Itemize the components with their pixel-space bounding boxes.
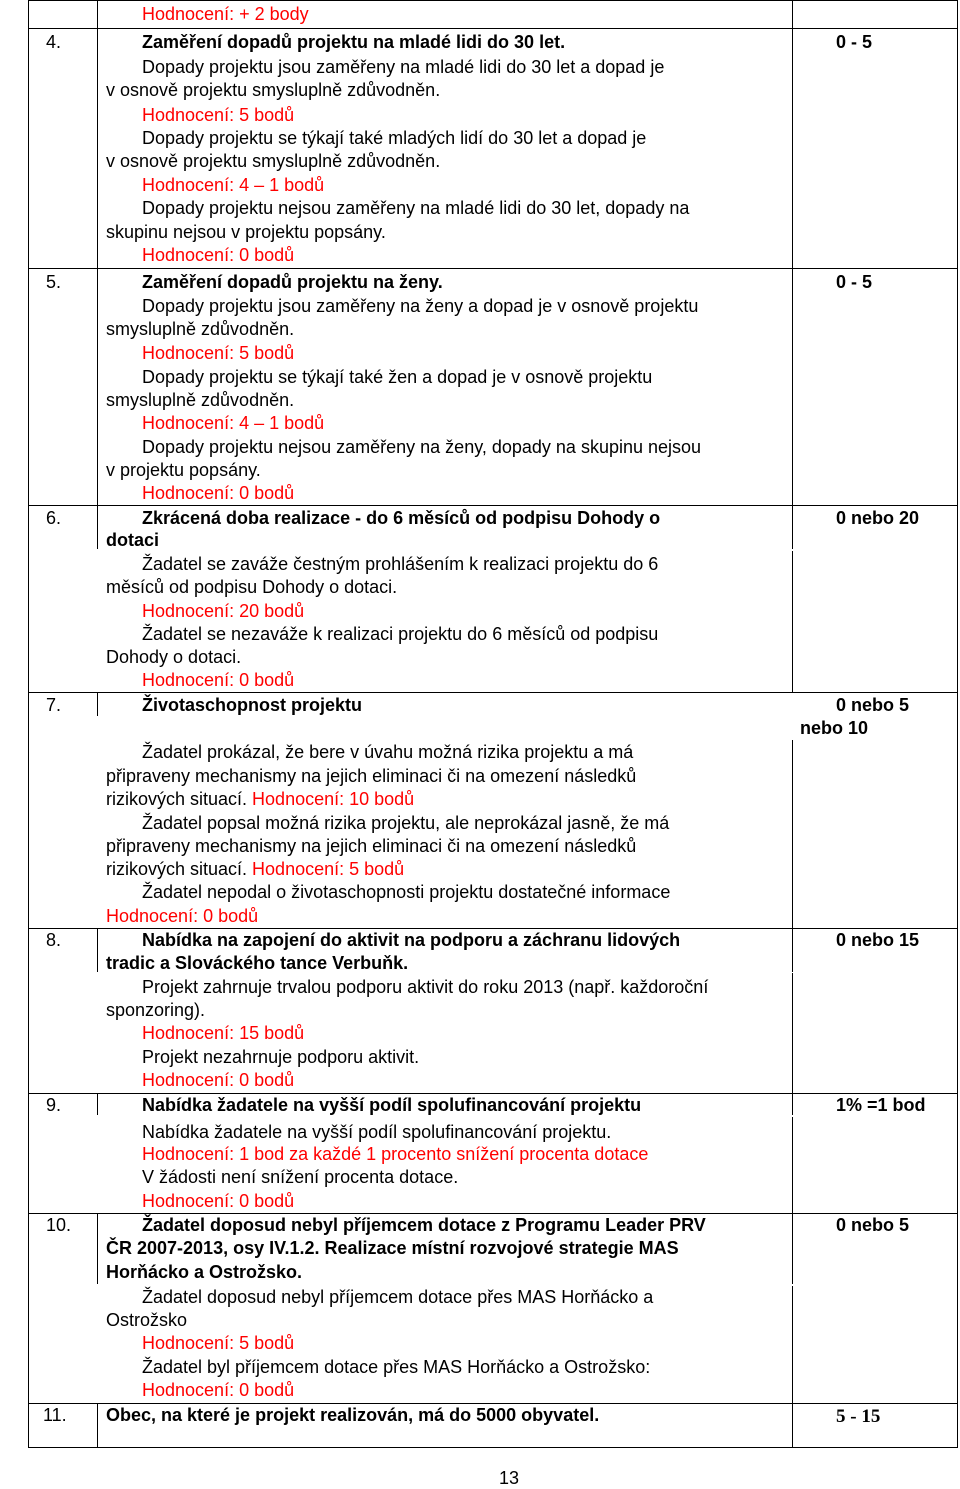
- column-divider: [792, 269, 793, 505]
- description-line: v osnově projektu smysluplně zdůvodněn.: [106, 80, 441, 100]
- description-line: Žadatel popsal možná rizika projektu, ale neprokázal jasně, že má: [142, 813, 670, 833]
- row-divider: [28, 505, 958, 506]
- description-text: rizikových situací.: [106, 859, 253, 879]
- criterion-title: dotaci: [106, 530, 160, 550]
- page-number: 13: [498, 1468, 520, 1488]
- column-divider: [792, 0, 793, 268]
- description-line: připraveny mechanismy na jejich eliminaci či na omezení následků: [106, 836, 637, 856]
- criterion-title: Životaschopnost projektu: [142, 695, 363, 715]
- rating-line: Hodnocení: 0 bodů: [142, 1191, 295, 1211]
- criterion-title: Zaměření dopadů projektu na ženy.: [142, 272, 443, 292]
- score-range: 1% =1 bod: [836, 1095, 926, 1115]
- rating-line: Hodnocení: 4 – 1 bodů: [142, 175, 325, 195]
- description-line: Žadatel nepodal o životaschopnosti projektu dostatečné informace: [142, 882, 671, 902]
- description-line: Nabídka žadatele na vyšší podíl spolufinancování projektu.: [142, 1122, 612, 1142]
- criterion-title: Obec, na které je projekt realizován, má do 5000 obyvatel.: [106, 1405, 600, 1425]
- rating-line: Hodnocení: + 2 body: [142, 4, 309, 24]
- rating-line: Hodnocení: 0 bodů: [142, 1380, 295, 1400]
- column-divider: [792, 1117, 793, 1213]
- row-number: 10.: [46, 1215, 72, 1235]
- rating-line: Hodnocení: 5 bodů: [142, 105, 295, 125]
- description-line: Dopady projektu jsou zaměřeny na ženy a dopad je v osnově projektu: [142, 296, 699, 316]
- score-range: 0 nebo 5: [836, 1215, 910, 1235]
- description-line: V žádosti není snížení procenta dotace.: [142, 1167, 459, 1187]
- description-line: připraveny mechanismy na jejich eliminaci či na omezení následků: [106, 766, 637, 786]
- column-divider: [97, 1214, 98, 1284]
- description-line: sponzoring).: [106, 1000, 206, 1020]
- column-divider: [97, 269, 98, 505]
- criterion-title: Zaměření dopadů projektu na mladé lidi do 30 let.: [142, 32, 566, 52]
- rating-line: Hodnocení: 0 bodů: [142, 245, 295, 265]
- description-line: v projektu popsány.: [106, 460, 261, 480]
- column-divider: [792, 506, 793, 549]
- column-divider: [792, 973, 793, 1093]
- column-divider: [97, 0, 98, 268]
- table-border-top: [28, 0, 958, 1]
- rating-line: Hodnocení: 5 bodů: [142, 1333, 295, 1353]
- column-divider: [97, 1404, 98, 1448]
- criterion-title: Žadatel doposud nebyl příjemcem dotace z Programu Leader PRV: [142, 1215, 706, 1235]
- description-line: Dohody o dotaci.: [106, 647, 242, 667]
- rating-line: Hodnocení: 20 bodů: [142, 601, 305, 621]
- description-line: v osnově projektu smysluplně zdůvodněn.: [106, 151, 441, 171]
- criterion-title: ČR 2007-2013, osy IV.1.2. Realizace místní rozvojové strategie MAS: [106, 1238, 679, 1258]
- score-range: 0 nebo 15: [836, 930, 920, 950]
- score-range: 0 nebo 20: [836, 508, 920, 528]
- criterion-title: Nabídka na zapojení do aktivit na podporu a záchranu lidových: [142, 930, 681, 950]
- column-divider: [792, 1404, 793, 1448]
- table-border-bottom: [28, 1447, 958, 1448]
- score-range: nebo 10: [800, 718, 869, 738]
- table-border-left: [28, 0, 29, 1448]
- column-divider: [792, 1286, 793, 1403]
- description-line: měsíců od podpisu Dohody o dotaci.: [106, 577, 398, 597]
- description-line: Dopady projektu se týkají také mladých lidí do 30 let a dopad je: [142, 128, 647, 148]
- description-line: Projekt zahrnuje trvalou podporu aktivit do roku 2013 (např. každoroční: [142, 977, 709, 997]
- description-line: Žadatel se nezaváže k realizaci projektu do 6 měsíců od podpisu: [142, 624, 659, 644]
- rating-line: Hodnocení: 15 bodů: [142, 1023, 305, 1043]
- column-divider: [792, 1214, 793, 1284]
- score-range: 0 - 5: [836, 272, 873, 292]
- row-divider: [28, 268, 958, 269]
- criterion-title: Zkrácená doba realizace - do 6 měsíců od podpisu Dohody o: [142, 508, 661, 528]
- row-divider: [28, 692, 958, 693]
- column-divider: [792, 740, 793, 928]
- column-divider: [792, 929, 793, 972]
- row-number: 4.: [46, 32, 62, 52]
- row-number: 8.: [46, 930, 62, 950]
- description-line: Žadatel doposud nebyl příjemcem dotace přes MAS Horňácko a: [142, 1287, 654, 1307]
- description-line: smysluplně zdůvodněn.: [106, 319, 295, 339]
- rating-line: Hodnocení: 1 bod za každé 1 procento snížení procenta dotace: [142, 1144, 649, 1164]
- rating-line: Hodnocení: 0 bodů: [142, 1070, 295, 1090]
- description-line: Dopady projektu jsou zaměřeny na mladé lidi do 30 let a dopad je: [142, 57, 665, 77]
- description-line: Dopady projektu nejsou zaměřeny na ženy, dopady na skupinu nejsou: [142, 437, 702, 457]
- rating-line: Hodnocení: 5 bodů: [252, 859, 405, 879]
- description-line: smysluplně zdůvodněn.: [106, 390, 295, 410]
- row-divider: [28, 28, 958, 29]
- description-line: [106, 788, 414, 811]
- description-line: Žadatel prokázal, že bere v úvahu možná rizika projektu a má: [142, 742, 634, 762]
- description-line: Žadatel byl příjemcem dotace přes MAS Horňácko a Ostrožsko:: [142, 1357, 651, 1377]
- column-divider: [97, 506, 98, 549]
- column-divider: [97, 1094, 98, 1115]
- rating-line: Hodnocení: 5 bodů: [142, 343, 295, 363]
- row-number: 9.: [46, 1095, 62, 1115]
- score-range: 0 nebo 5: [836, 695, 910, 715]
- table-border-right: [957, 0, 958, 1448]
- row-number: 5.: [46, 272, 62, 292]
- rating-line: Hodnocení: 0 bodů: [142, 483, 295, 503]
- column-divider: [792, 1094, 793, 1115]
- description-line: Žadatel se zaváže čestným prohlášením k realizaci projektu do 6: [142, 554, 659, 574]
- row-number: 11.: [43, 1405, 67, 1425]
- rating-line: Hodnocení: 0 bodů: [106, 906, 259, 926]
- description-line: Ostrožsko: [106, 1310, 188, 1330]
- rating-line: Hodnocení: 4 – 1 bodů: [142, 413, 325, 433]
- column-divider: [97, 693, 98, 716]
- criterion-title: Horňácko a Ostrožsko.: [106, 1262, 303, 1282]
- column-divider: [97, 929, 98, 972]
- criterion-title: tradic a Slováckého tance Verbuňk.: [106, 953, 409, 973]
- rating-line: Hodnocení: 10 bodů: [252, 789, 415, 809]
- row-number: 6.: [46, 508, 62, 528]
- description-text: rizikových situací.: [106, 789, 253, 809]
- criterion-title: Nabídka žadatele na vyšší podíl spolufinancování projektu: [142, 1095, 642, 1115]
- score-range: 5 - 15: [836, 1406, 881, 1427]
- score-range: 0 - 5: [836, 32, 873, 52]
- description-line: [106, 858, 404, 881]
- description-line: Projekt nezahrnuje podporu aktivit.: [142, 1047, 420, 1067]
- description-line: Dopady projektu se týkají také žen a dopad je v osnově projektu: [142, 367, 653, 387]
- row-number: 7.: [46, 695, 62, 715]
- description-line: Dopady projektu nejsou zaměřeny na mladé lidi do 30 let, dopady na: [142, 198, 690, 218]
- rating-line: Hodnocení: 0 bodů: [142, 670, 295, 690]
- description-line: skupinu nejsou v projektu popsány.: [106, 222, 386, 242]
- column-divider: [792, 551, 793, 692]
